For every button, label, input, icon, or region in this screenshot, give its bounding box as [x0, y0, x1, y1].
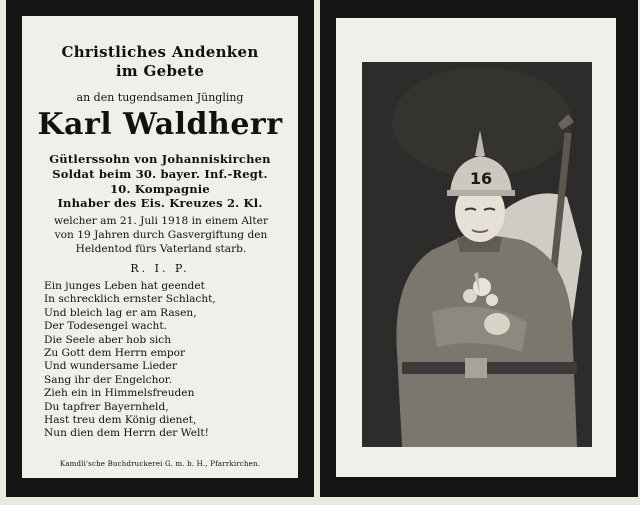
helmet-number: 16 [469, 169, 493, 188]
poem-line: Ein junges Leben hat geendet [44, 280, 205, 292]
photo-panel-border [320, 0, 638, 497]
heading-line-2: im Gebete [115, 62, 205, 80]
rip-text: R. I. P. [130, 262, 190, 275]
death-text-line: von 19 Jahren durch Gasvergiftung den [54, 229, 268, 241]
hand [484, 313, 510, 335]
poem [44, 280, 294, 441]
poem-line: In schrecklich ernster Schlacht, [44, 293, 216, 306]
heading-line-1: Christliches Andenken [61, 43, 259, 61]
poem-line: Die Seele aber hob sich [44, 333, 172, 346]
poem-line: Zieh ein in Himmelsfreuden [44, 387, 195, 400]
company-line: 10. Kompagnie [110, 182, 210, 196]
text-panel-border [6, 0, 314, 497]
soldier-portrait-drawing [362, 62, 592, 447]
belt-buckle [465, 358, 487, 378]
poem-line: Zu Gott dem Herrn empor [44, 347, 186, 360]
poem-line: Der Todesengel wacht. [44, 320, 167, 333]
deceased-name: Karl Waldherr [37, 107, 283, 142]
regiment-line: Soldat beim 30. bayer. Inf.-Regt. [52, 167, 268, 181]
poem-line: Du tapfrer Bayernheld, [44, 400, 169, 413]
poem-line: Sang ihr der Engelchor. [44, 373, 173, 386]
text-panel [22, 16, 298, 478]
death-text-line: welcher am 21. Juli 1918 in einem Alter [53, 215, 269, 227]
death-text-line: Heldentod fürs Vaterland starb. [75, 243, 247, 255]
decoration-line: Inhaber des Eis. Kreuzes 2. Kl. [57, 196, 263, 210]
photo-panel [336, 18, 616, 477]
poem-line: Und bleich lag er am Rasen, [44, 306, 197, 319]
poem-line: Nun dien dem Herrn der Welt! [44, 427, 209, 440]
intro-text: an den tugendsamen Jüngling [76, 91, 244, 104]
poem-line: Hast treu dem König dienet, [44, 414, 197, 427]
soldier-portrait [362, 62, 592, 447]
origin-line: Gütlerssohn von Johanniskirchen [49, 152, 271, 166]
printer-footer: Kamdli'sche Buchdruckerei G. m. b. H., Pfarrkirchen. [59, 460, 261, 468]
poem-line: Und wundersame Lieder [44, 360, 177, 373]
belt [402, 362, 577, 374]
